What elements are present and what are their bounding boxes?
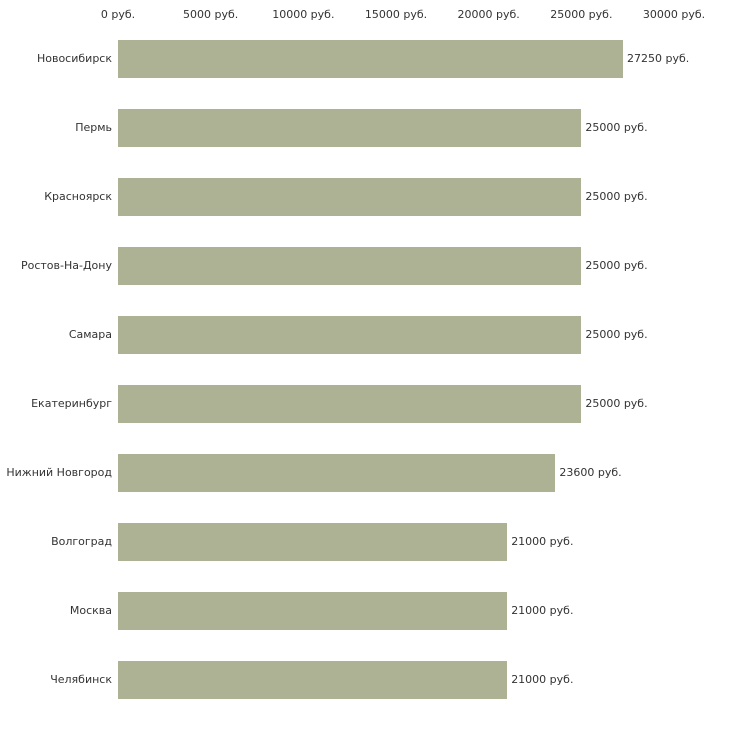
plot-area (0, 24, 730, 714)
category-label-wrap (0, 438, 118, 507)
bar[interactable] (118, 385, 581, 423)
bar[interactable] (118, 523, 507, 561)
bar[interactable] (118, 661, 507, 699)
category-label-wrap (0, 162, 118, 231)
bar-value-label: 21000 руб. (511, 534, 574, 548)
bar-value-label: 25000 руб. (585, 189, 648, 203)
category-label-wrap (0, 576, 118, 645)
bar[interactable] (118, 592, 507, 630)
bar-value-label: 27250 руб. (627, 51, 690, 65)
x-axis-tick-label: 10000 руб. (272, 8, 335, 21)
x-axis-tick-label: 20000 руб. (457, 8, 520, 21)
chart-row (0, 507, 730, 576)
bar-value-label: 21000 руб. (511, 603, 574, 617)
chart-row (0, 645, 730, 714)
category-label: Нижний Новгород (6, 466, 112, 479)
bar[interactable] (118, 454, 555, 492)
bar-value-label: 25000 руб. (585, 396, 648, 410)
chart-row (0, 162, 730, 231)
chart-row (0, 300, 730, 369)
x-axis (0, 0, 730, 24)
category-label: Екатеринбург (31, 397, 112, 410)
x-axis-tick-label: 0 руб. (100, 8, 136, 21)
category-label: Пермь (75, 121, 112, 134)
category-label: Челябинск (50, 673, 112, 686)
bar-value-label: 23600 руб. (559, 465, 622, 479)
bar-value-label: 25000 руб. (585, 258, 648, 272)
category-label-wrap (0, 369, 118, 438)
x-axis-tick-label: 30000 руб. (642, 8, 706, 21)
category-label-wrap (0, 93, 118, 162)
category-label: Красноярск (44, 190, 112, 203)
category-label: Ростов-На-Дону (20, 259, 112, 272)
chart-row (0, 576, 730, 645)
bar[interactable] (118, 178, 581, 216)
bar[interactable] (118, 40, 623, 78)
x-axis-tick-label: 5000 руб. (183, 8, 239, 21)
bar-value-label: 25000 руб. (585, 327, 648, 341)
bar[interactable] (118, 109, 581, 147)
category-label-wrap (0, 645, 118, 714)
category-label-wrap (0, 507, 118, 576)
category-label: Новосибирск (36, 52, 112, 65)
chart-row (0, 231, 730, 300)
chart-row (0, 93, 730, 162)
x-axis-tick-label: 25000 руб. (550, 8, 613, 21)
chart-row (0, 24, 730, 93)
category-label: Москва (69, 604, 112, 617)
category-label-wrap (0, 300, 118, 369)
bar[interactable] (118, 316, 581, 354)
category-label-wrap (0, 231, 118, 300)
chart-row (0, 369, 730, 438)
category-label: Самара (68, 328, 112, 341)
chart-row (0, 438, 730, 507)
category-label-wrap (0, 24, 118, 93)
bar-value-label: 21000 руб. (511, 672, 574, 686)
bar-value-label: 25000 руб. (585, 120, 648, 134)
category-label: Волгоград (51, 535, 112, 548)
bar[interactable] (118, 247, 581, 285)
x-axis-tick-label: 15000 руб. (364, 8, 428, 21)
